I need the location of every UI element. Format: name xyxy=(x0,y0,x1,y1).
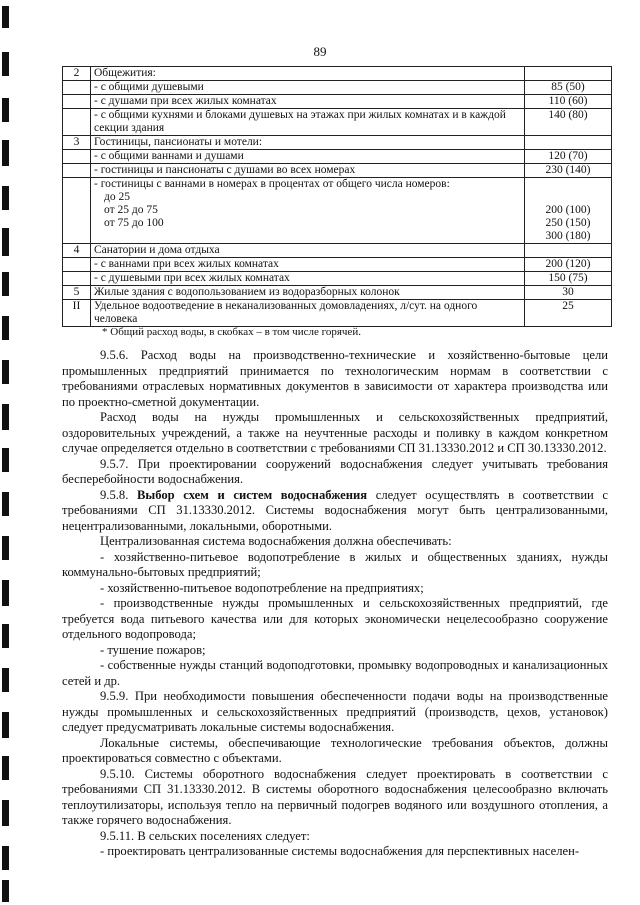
consumption-norm: 25 xyxy=(525,300,612,327)
consumer-name: - с общими душевыми xyxy=(91,81,525,95)
binder-holes xyxy=(2,0,12,905)
sub-range: от 75 до 100 xyxy=(104,217,164,229)
table-row xyxy=(63,81,612,95)
paragraph-9-5-9: 9.5.9. При необходимости повышения обеспеченности подачи воды на производственные нужды промышленных и сельскохозяйственных предприятий (производств, цехов, установок) следует предусматривать локальные системы водоснабжения. xyxy=(62,689,608,734)
paragraph-water-consumption: Расход воды на нужды промышленных и сельскохозяйственных предприятий, оздоровительных учреждений, а также на неучтенные расходы и поливку в каждом конкретном случае определяется отдельно в соответствии с требованиями СП 31.13330.2012 и СП 30.13330.2012. xyxy=(62,410,608,455)
row-number xyxy=(63,258,91,272)
consumption-norm: 140 (80) xyxy=(525,109,612,136)
consumption-norm: 120 (70) xyxy=(525,150,612,164)
row-number: 5 xyxy=(63,286,91,300)
consumption-norm xyxy=(525,244,612,258)
consumer-name: - с душевыми при всех жилых комнатах xyxy=(91,272,525,286)
consumption-norm: 230 (140) xyxy=(525,164,612,178)
clause-heading: Выбор схем и систем водоснабжения xyxy=(136,487,368,502)
row-number xyxy=(63,178,91,244)
page-number: 89 xyxy=(313,44,327,59)
row-number xyxy=(63,150,91,164)
row-number: 4 xyxy=(63,244,91,258)
consumption-norm: 200 (120) xyxy=(525,258,612,272)
sub-range-value: 300 (180) xyxy=(545,230,591,242)
clause-number: 9.5.8. xyxy=(100,487,129,502)
row-number xyxy=(63,81,91,95)
consumption-norm xyxy=(525,136,612,150)
row-number: II xyxy=(63,300,91,327)
paragraph-9-5-11: 9.5.11. В сельских поселениях следует: xyxy=(100,828,310,843)
list-item: - хозяйственно-питьевое водопотребление на предприятиях; xyxy=(100,580,424,595)
sub-range-value: 250 (150) xyxy=(545,217,591,229)
row-number xyxy=(63,95,91,109)
table-footnote: * Общий расход воды, в скобках – в том числе горячей. xyxy=(102,326,361,338)
paragraph-9-5-10: 9.5.10. Системы оборотного водоснабжения следует проектировать в соответствии с требованиями СП 31.13330.2012. В системы оборотного водоснабжения целесообразно включать теплоутилизаторы, используя тепло на первичный подогрев водяного или воздушного отопления, а также горячего водоснабжения. xyxy=(62,766,608,827)
consumer-name: - с ваннами при всех жилых комнатах xyxy=(91,258,525,272)
consumer-name xyxy=(91,178,525,244)
table-row xyxy=(63,95,612,109)
consumer-name: Удельное водоотведение в неканализованных домовладениях, л/сут. на одного человека xyxy=(91,300,525,327)
paragraph-centralized-system: Централизованная система водоснабжения должна обеспечивать: xyxy=(100,534,452,548)
consumer-name: - с душами при всех жилых комнатах xyxy=(91,95,525,109)
consumer-name: - гостиницы и пансионаты с душами во всех номерах xyxy=(91,164,525,178)
table-row xyxy=(63,109,612,136)
table-row xyxy=(63,136,612,150)
row-number xyxy=(63,164,91,178)
consumer-name: - с общими ваннами и душами xyxy=(91,150,525,164)
list-item: - собственные нужды станций водоподготовки, промывку водопроводных и канализационных сетей и др. xyxy=(62,658,608,688)
list-item: - тушение пожаров; xyxy=(100,642,206,657)
row-number xyxy=(63,272,91,286)
consumption-norm xyxy=(525,178,612,244)
table-row xyxy=(63,178,612,244)
consumption-norm: 110 (60) xyxy=(525,95,612,109)
table-row xyxy=(63,150,612,164)
consumer-name: Общежития: xyxy=(91,67,525,81)
sub-range-value: 200 (100) xyxy=(545,204,591,216)
row-number: 3 xyxy=(63,136,91,150)
table-row xyxy=(63,164,612,178)
body-text xyxy=(62,348,608,860)
consumer-name: Санатории и дома отдыха xyxy=(91,244,525,258)
consumption-norm: 85 (50) xyxy=(525,81,612,95)
list-item: - проектировать централизованные системы водоснабжения для перспективных населен- xyxy=(100,844,580,858)
table-row xyxy=(63,67,612,81)
table-row xyxy=(63,300,612,327)
consumer-name: - с общими кухнями и блоками душевых на этажах при жилых комнатах и в каждой секции здания xyxy=(91,109,525,136)
row-number: 2 xyxy=(63,67,91,81)
consumer-name-text: - гостиницы с ваннами в номерах в процентах от общего числа номеров: xyxy=(94,178,450,190)
row-number xyxy=(63,109,91,136)
sub-range: до 25 xyxy=(104,191,130,203)
consumption-norm: 150 (75) xyxy=(525,272,612,286)
list-item: - хозяйственно-питьевое водопотребление в жилых и общественных зданиях, нужды коммунально-бытовых предприятий; xyxy=(62,549,608,579)
consumption-norm: 30 xyxy=(525,286,612,300)
water-norms-table xyxy=(62,66,612,327)
table-row xyxy=(63,244,612,258)
consumption-norm xyxy=(525,67,612,81)
clause-text: следует осуществлять в соответствии с требованиями СП 31.13330.2012. Системы водоснабжения могут быть централизованными, нецентрализованными, локальными, оборотными. xyxy=(62,487,609,533)
paragraph-9-5-7: 9.5.7. При проектировании сооружений водоснабжения следует учитывать требования бесперебойности водоснабжения. xyxy=(62,456,608,486)
consumer-name: Гостиницы, пансионаты и мотели: xyxy=(91,136,525,150)
paragraph-local-systems: Локальные системы, обеспечивающие технологические требования объектов, должны проектироваться совместно с объектами. xyxy=(62,735,608,765)
list-item: - производственные нужды промышленных и сельскохозяйственных предприятий, где требуется вода питьевого качества или для которых экономически нецелесообразно сооружение отдельного водопровода; xyxy=(62,596,608,641)
sub-range: от 25 до 75 xyxy=(104,204,158,216)
consumer-name: Жилые здания с водопользованием из водоразборных колонок xyxy=(91,286,525,300)
table-row xyxy=(63,272,612,286)
table-row xyxy=(63,258,612,272)
paragraph-9-5-6: 9.5.6. Расход воды на производственно-технические и хозяйственно-бытовые цели промышленных предприятий принимается по технологическим нормам в соответствии с требованиями отраслевых нормативных документов в зависимости от характера производства или по проектно-сметной документации. xyxy=(62,348,608,409)
paragraph-9-5-8 xyxy=(62,488,608,535)
table-row xyxy=(63,286,612,300)
